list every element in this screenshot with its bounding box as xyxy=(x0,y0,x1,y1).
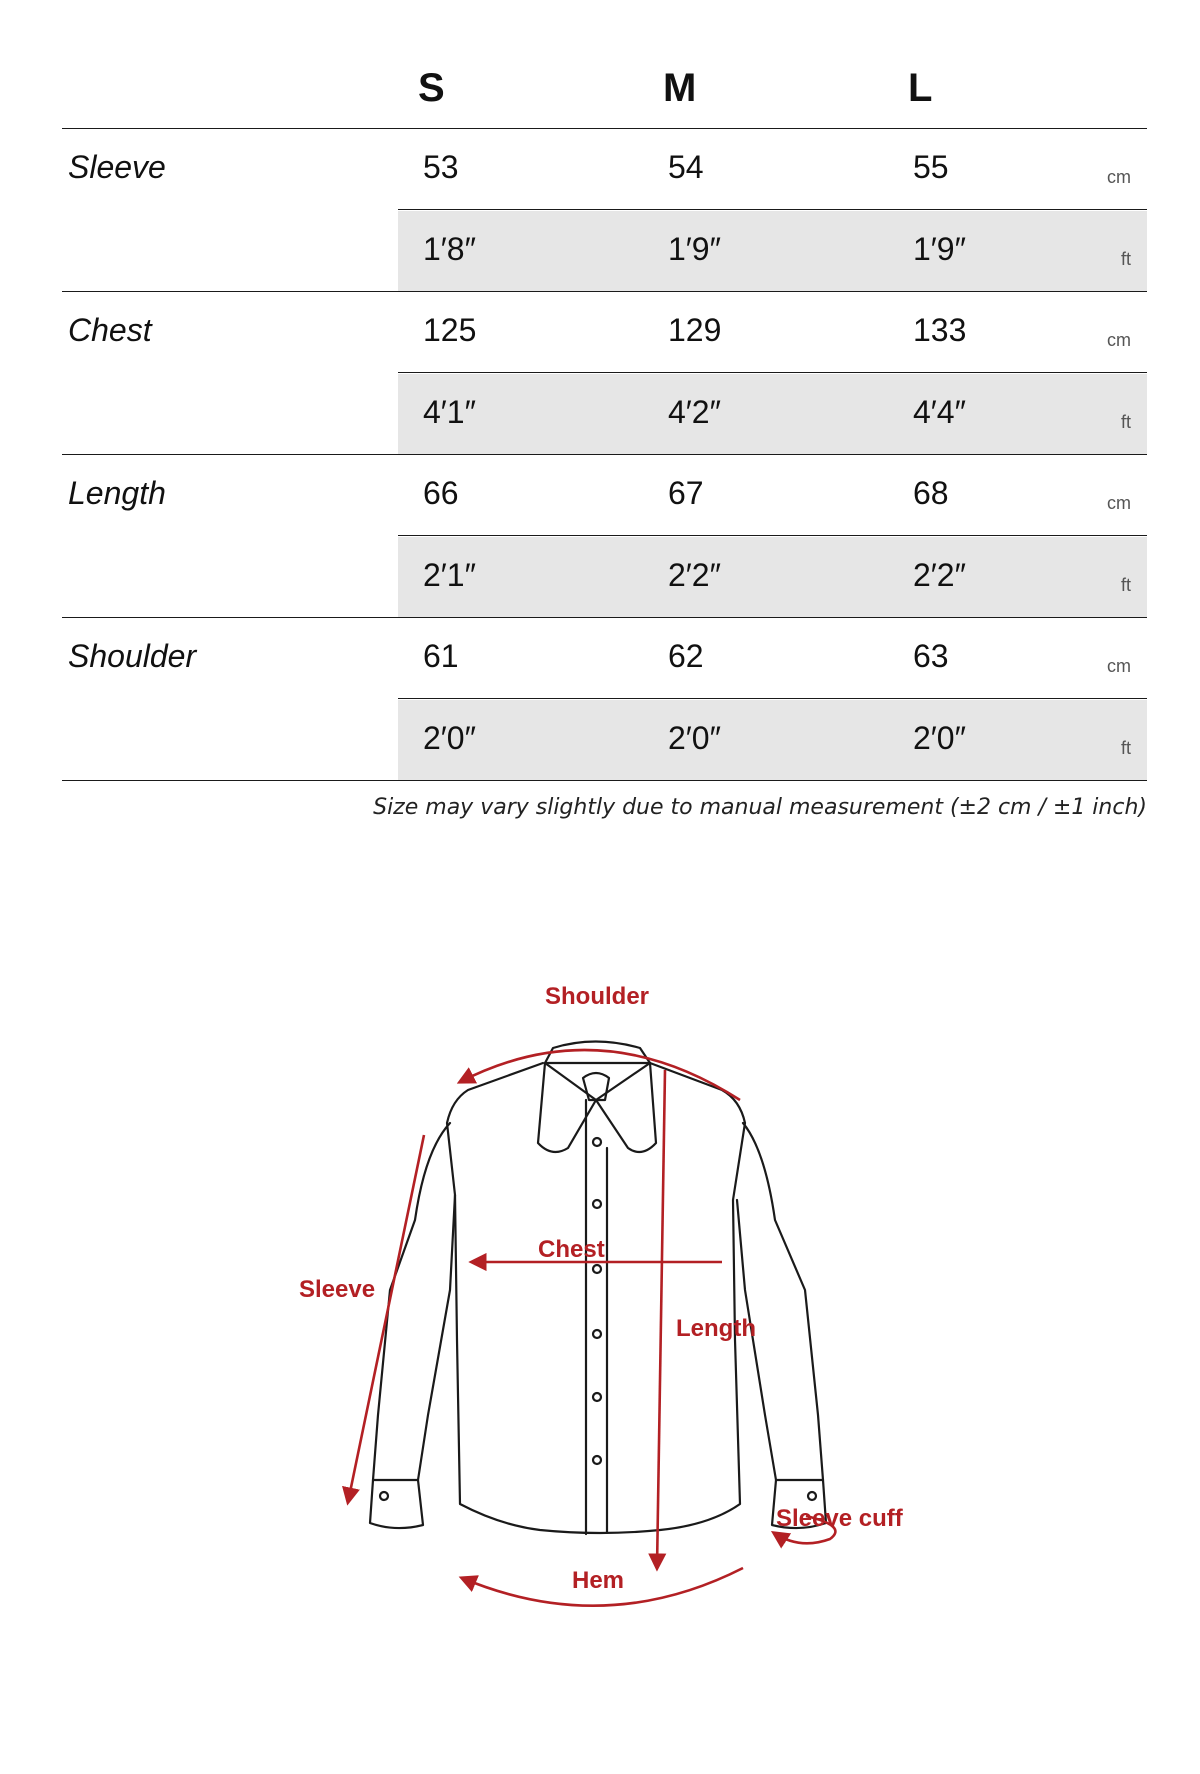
size-table xyxy=(62,58,1147,820)
measure-label: Sleeve xyxy=(68,149,166,185)
shirt-measurement-diagram xyxy=(0,960,1200,1660)
value-cell: 55 xyxy=(913,149,949,185)
value-cell: 129 xyxy=(668,312,722,348)
cm-row xyxy=(398,618,1147,699)
unit-label-cm: cm xyxy=(1107,656,1131,676)
unit-label-ft: ft xyxy=(1120,738,1131,758)
value-cell: 1′8″ xyxy=(423,231,476,267)
value-cell: 2′0″ xyxy=(668,720,721,756)
measure-group-sleeve xyxy=(62,129,1147,292)
unit-label-ft: ft xyxy=(1120,412,1131,432)
ft-row xyxy=(398,374,1147,454)
measure-label: Chest xyxy=(68,312,152,348)
shoulder-arrow xyxy=(460,1050,740,1100)
measure-label: Shoulder xyxy=(68,638,197,674)
value-cell: 2′0″ xyxy=(423,720,476,756)
shirt-diagram-svg xyxy=(0,960,1200,1660)
value-cell: 66 xyxy=(423,475,459,511)
measure-group-length xyxy=(62,455,1147,618)
value-cell: 2′2″ xyxy=(913,557,966,593)
length-label: Length xyxy=(676,1315,756,1342)
hem-label: Hem xyxy=(572,1567,625,1594)
ft-row xyxy=(398,537,1147,617)
measurement-arrows xyxy=(348,1050,835,1606)
unit-label-cm: cm xyxy=(1107,330,1131,350)
value-cell: 4′1″ xyxy=(423,394,476,430)
value-cell: 63 xyxy=(913,638,949,674)
value-cell: 1′9″ xyxy=(913,231,966,267)
value-cell: 1′9″ xyxy=(668,231,721,267)
size-m-header: M xyxy=(663,66,697,110)
value-cell: 67 xyxy=(668,475,704,511)
value-cell: 54 xyxy=(668,149,704,185)
measure-group-chest xyxy=(62,292,1147,455)
unit-label-ft: ft xyxy=(1120,575,1131,595)
value-cell: 2′2″ xyxy=(668,557,721,593)
size-header-row xyxy=(62,58,1147,129)
ft-row xyxy=(398,700,1147,780)
value-cell: 62 xyxy=(668,638,704,674)
measure-label: Length xyxy=(68,475,166,511)
value-cell: 53 xyxy=(423,149,459,185)
unit-label-cm: cm xyxy=(1107,493,1131,513)
shoulder-label: Shoulder xyxy=(545,983,650,1010)
sleeve-label: Sleeve xyxy=(299,1276,376,1303)
size-s-header: S xyxy=(418,66,445,110)
measurement-note: Size may vary slightly due to manual measurement (±2 cm / ±1 inch) xyxy=(373,795,1147,820)
sleeve-cuff-label: Sleeve cuff xyxy=(776,1505,903,1532)
shirt-outline xyxy=(370,1042,826,1535)
chest-label: Chest xyxy=(538,1236,605,1263)
unit-label-cm: cm xyxy=(1107,167,1131,187)
length-arrow xyxy=(657,1070,665,1568)
unit-label-ft: ft xyxy=(1120,249,1131,269)
cm-row xyxy=(398,129,1147,210)
sleeve-arrow xyxy=(348,1135,424,1502)
value-cell: 125 xyxy=(423,312,477,348)
value-cell: 2′1″ xyxy=(423,557,476,593)
value-cell: 68 xyxy=(913,475,949,511)
cm-row xyxy=(398,292,1147,373)
size-l-header: L xyxy=(908,66,933,110)
value-cell: 4′2″ xyxy=(668,394,721,430)
value-cell: 61 xyxy=(423,638,459,674)
cm-row xyxy=(398,455,1147,536)
ft-row xyxy=(398,211,1147,291)
value-cell: 133 xyxy=(913,312,967,348)
measure-group-shoulder xyxy=(62,618,1147,781)
value-cell: 2′0″ xyxy=(913,720,966,756)
value-cell: 4′4″ xyxy=(913,394,966,430)
